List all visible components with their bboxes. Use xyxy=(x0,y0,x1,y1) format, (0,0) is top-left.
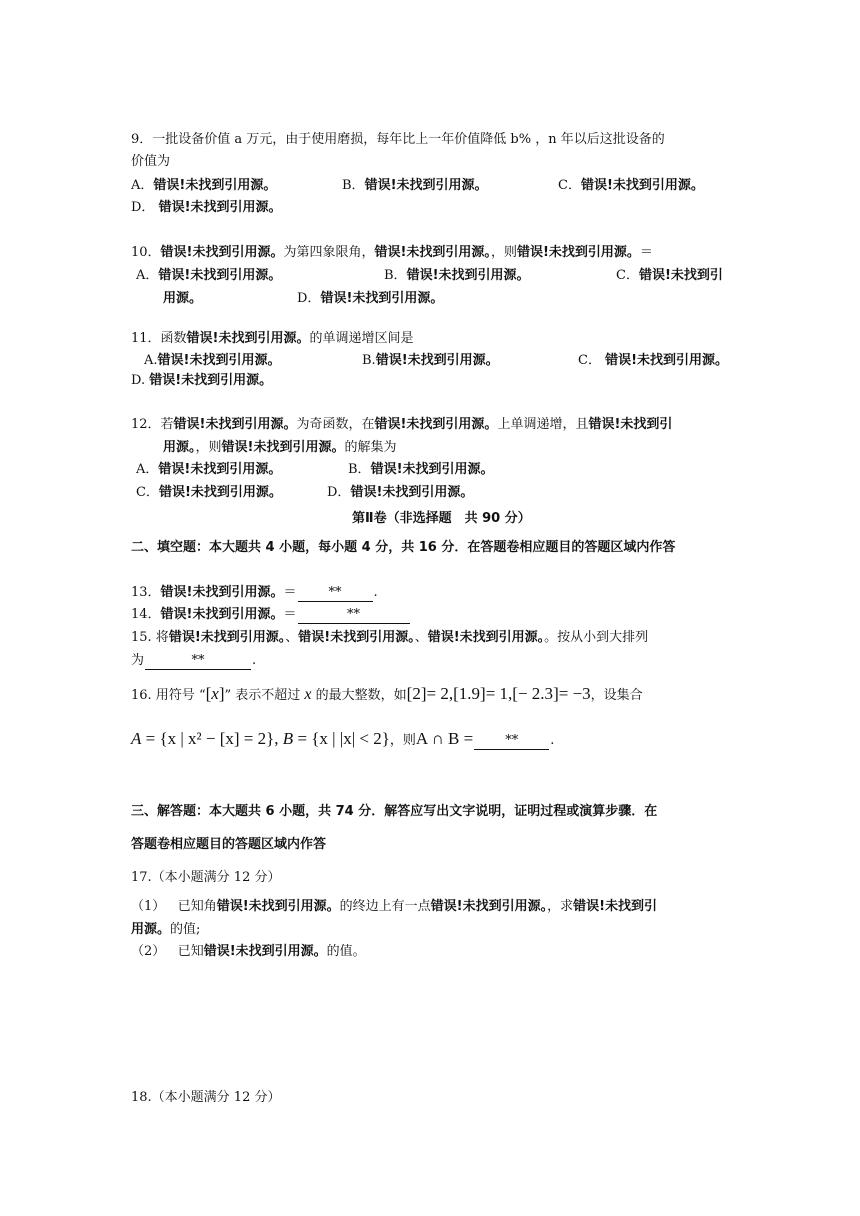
q11-option-d-wrap xyxy=(131,372,272,390)
q11-option-c: 错误!未找到引用源。 xyxy=(605,353,729,368)
q16-text-3: 的最大整数，如 xyxy=(315,688,407,703)
q11-error-1: 错误!未找到引用源。 xyxy=(186,331,310,346)
q15-error-2: 错误!未找到引用源。 xyxy=(298,630,415,645)
q12-error-1: 错误!未找到引用源。 xyxy=(173,417,297,432)
q12-option-d-wrap xyxy=(327,484,473,502)
q11-text-1: 11．函数 xyxy=(131,331,187,346)
q9-option-b-label: B． xyxy=(342,178,365,193)
q11-option-d-label: D. xyxy=(131,373,146,388)
q17-sub2-error-1: 错误!未找到引用源。 xyxy=(203,944,327,959)
q15-error-3: 错误!未找到引用源。 xyxy=(427,630,545,645)
q10-option-a-label: A． xyxy=(136,268,159,283)
q12-stem-line2 xyxy=(163,439,396,457)
q17-sub1-line2 xyxy=(131,921,200,939)
q15-line2 xyxy=(131,652,256,670)
q17-sub2-line xyxy=(131,943,366,961)
q14-number: 14． xyxy=(131,607,161,622)
q16-text-1: 16. 用符号 “ xyxy=(131,688,206,703)
q15-line1 xyxy=(131,629,648,647)
q12-text-2: 为奇函数，在 xyxy=(296,417,375,432)
q15-end: . xyxy=(252,653,257,668)
q9-option-d-wrap xyxy=(131,199,282,217)
q16-example-1: [2]= 2,[1.9]= 1,[− 2.3]= −3 xyxy=(406,684,591,703)
q16-symbol-x: x xyxy=(211,684,219,703)
q10-option-b-label: B． xyxy=(384,268,407,283)
q17-sub2-text-2: 的值。 xyxy=(326,944,366,959)
q17-sub2-text-1: 已知 xyxy=(177,944,204,959)
q10-option-c-wrap xyxy=(616,267,723,285)
q17-sub1-error-2: 错误!未找到引用源。 xyxy=(430,899,548,914)
q12-text-4: ，则 xyxy=(195,440,222,455)
q16-floor-symbol: [x] xyxy=(205,684,225,703)
q14-answer-blank: ** xyxy=(298,607,410,624)
q10-option-d-wrap xyxy=(297,290,443,308)
q12-option-a: 错误!未找到引用源。 xyxy=(158,462,282,477)
q10-text-2: 为第四象限角， xyxy=(283,245,375,260)
q15-error-1: 错误!未找到引用源。 xyxy=(168,630,286,645)
q13-number: 13． xyxy=(131,585,161,600)
q13-end: . xyxy=(373,585,378,600)
section2-heading: 二、填空题：本大题共 4 小题，每小题 4 分，共 16 分．在答题卷相应题目的答题区域内作答 xyxy=(131,540,676,555)
q10-error-1: 错误!未找到引用源。 xyxy=(160,245,284,260)
q9-option-a-label: A． xyxy=(131,178,154,193)
q12-option-c: 错误!未找到引用源。 xyxy=(158,485,282,500)
q17-title: 17.（本小题满分 12 分） xyxy=(131,870,281,885)
q9-options-row1 xyxy=(131,177,276,195)
q10-option-b: 错误!未找到引用源。 xyxy=(406,268,530,283)
q12-text-5: 的解集为 xyxy=(344,440,397,455)
q12-option-b: 错误!未找到引用源。 xyxy=(370,462,494,477)
q11-option-c-label: C． xyxy=(578,353,601,368)
q10-option-a: 错误!未找到引用源。 xyxy=(158,268,282,283)
q17-sub1-error-3-part1: 错误!未找到引 xyxy=(573,899,658,914)
q11-option-b-label: B. xyxy=(362,353,376,368)
q12-text-3: 上单调递增，且 xyxy=(497,417,589,432)
q12-option-c-wrap xyxy=(136,484,282,502)
q9-option-c: 错误!未找到引用源。 xyxy=(580,178,704,193)
q12-option-a-wrap xyxy=(136,461,281,479)
q13-error-1: 错误!未找到引用源。 xyxy=(160,585,284,600)
q12-error-3-part1: 错误!未找到引 xyxy=(588,417,673,432)
q9-stem-line1: 9．一批设备价值 a 万元，由于使用磨损，每年比上一年价值降低 b% ，n 年以后这批设备的 xyxy=(131,132,665,147)
q17-sub2-label: （2） xyxy=(131,944,166,959)
q10-stem xyxy=(131,244,653,262)
q11-option-d: 错误!未找到引用源。 xyxy=(149,373,273,388)
section3-heading-line1: 三、解答题：本大题共 6 小题，共 74 分．解答应写出文字说明，证明过程或演算步骤．在 xyxy=(131,804,658,819)
section3-heading-line2: 答题卷相应题目的答题区域内作答 xyxy=(131,837,327,852)
q12-text-1: 12．若 xyxy=(131,417,174,432)
q9-stem-line2: 价值为 xyxy=(131,154,171,169)
q16-answer-blank: ** xyxy=(474,733,549,750)
q12-option-d-label: D． xyxy=(327,485,351,500)
q16-end: . xyxy=(550,733,555,748)
q10-number: 10． xyxy=(131,245,161,260)
q15-sep-1: 、 xyxy=(285,630,299,645)
q16-text-5: ，则 xyxy=(389,733,416,748)
q17-sub1-text-2: 的终边上有一点 xyxy=(339,899,431,914)
q11-option-a-wrap xyxy=(144,352,280,370)
q10-option-c-part2: 用源。 xyxy=(163,291,203,306)
q10-option-c-part1: 错误!未找到引 xyxy=(638,268,723,283)
q12-stem-line1 xyxy=(131,416,672,434)
q10-option-b-wrap xyxy=(384,267,530,285)
q10-option-d: 错误!未找到引用源。 xyxy=(320,291,444,306)
q9-option-d-label: D． xyxy=(131,200,155,215)
q13-answer-blank: ** xyxy=(298,585,373,602)
q11-option-b: 错误!未找到引用源。 xyxy=(375,353,499,368)
q10-error-3: 错误!未找到引用源。 xyxy=(516,245,640,260)
q14-error-1: 错误!未找到引用源。 xyxy=(160,607,284,622)
q12-option-c-label: C． xyxy=(136,485,159,500)
q12-option-b-label: B． xyxy=(348,462,371,477)
q16-text-2: ” 表示不超过 xyxy=(224,688,301,703)
q18-title: 18.（本小题满分 12 分） xyxy=(131,1090,281,1105)
q16-answer-expr: A ∩ B = xyxy=(415,729,474,748)
q15-text-2: 。按从小到大排列 xyxy=(544,630,649,645)
q16-var-x: x xyxy=(304,686,312,703)
q16-line1 xyxy=(131,683,643,707)
q13-line xyxy=(131,584,378,602)
q10-text-3: ，则 xyxy=(490,245,517,260)
q9-option-c-label: C． xyxy=(558,178,581,193)
q17-sub1-line1 xyxy=(131,898,657,916)
q15-answer-blank: ** xyxy=(145,653,251,670)
q10-error-2: 错误!未找到引用源。 xyxy=(374,245,491,260)
part2-title: 第Ⅱ卷（非选择题 共 90 分） xyxy=(352,511,531,526)
q9-option-b: 错误!未找到引用源。 xyxy=(364,178,488,193)
q11-option-a: 错误!未找到引用源。 xyxy=(157,353,281,368)
q17-sub1-text-4: 的值; xyxy=(170,922,201,937)
q16-set-definitions: A = {x | x² − [x] = 2}, B = {x | |x| < 2} xyxy=(131,729,390,748)
q17-sub1-error-1: 错误!未找到引用源。 xyxy=(216,899,340,914)
q16-line2 xyxy=(131,728,554,752)
q15-text-1: 15. 将 xyxy=(131,630,169,645)
q10-option-c-label: C． xyxy=(616,268,639,283)
q9-option-d: 错误!未找到引用源。 xyxy=(158,200,282,215)
q11-text-2: 的单调递增区间是 xyxy=(309,331,414,346)
q17-sub1-label: （1） xyxy=(131,899,166,914)
q10-option-a-wrap xyxy=(136,267,281,285)
q14-line xyxy=(131,606,411,624)
q12-option-b-wrap xyxy=(348,461,494,479)
q12-option-d: 错误!未找到引用源。 xyxy=(350,485,474,500)
q12-error-3-part2: 用源。 xyxy=(163,440,196,455)
q11-option-b-wrap xyxy=(362,352,499,370)
q14-equals: ＝ xyxy=(283,607,297,622)
q12-option-a-label: A． xyxy=(136,462,159,477)
q11-stem xyxy=(131,330,414,348)
q9-option-c-wrap xyxy=(558,177,704,195)
q11-option-a-label: A. xyxy=(144,353,158,368)
q17-sub1-text-1: 已知角 xyxy=(177,899,217,914)
q15-sep-2: 、 xyxy=(414,630,428,645)
q16-text-4: ，设集合 xyxy=(590,688,643,703)
q9-option-b-wrap xyxy=(342,177,488,195)
q12-error-4: 错误!未找到引用源。 xyxy=(221,440,345,455)
q17-sub1-text-3: ，求 xyxy=(547,899,574,914)
q12-error-2: 错误!未找到引用源。 xyxy=(374,417,498,432)
q17-sub1-error-3-part2: 用源。 xyxy=(131,922,171,937)
q13-equals: ＝ xyxy=(283,585,297,600)
q15-text-3: 为 xyxy=(131,653,145,668)
q10-text-4: ＝ xyxy=(639,245,653,260)
q11-option-c-wrap xyxy=(578,352,728,370)
q9-option-a: 错误!未找到引用源。 xyxy=(153,178,277,193)
q10-option-d-label: D． xyxy=(297,291,321,306)
